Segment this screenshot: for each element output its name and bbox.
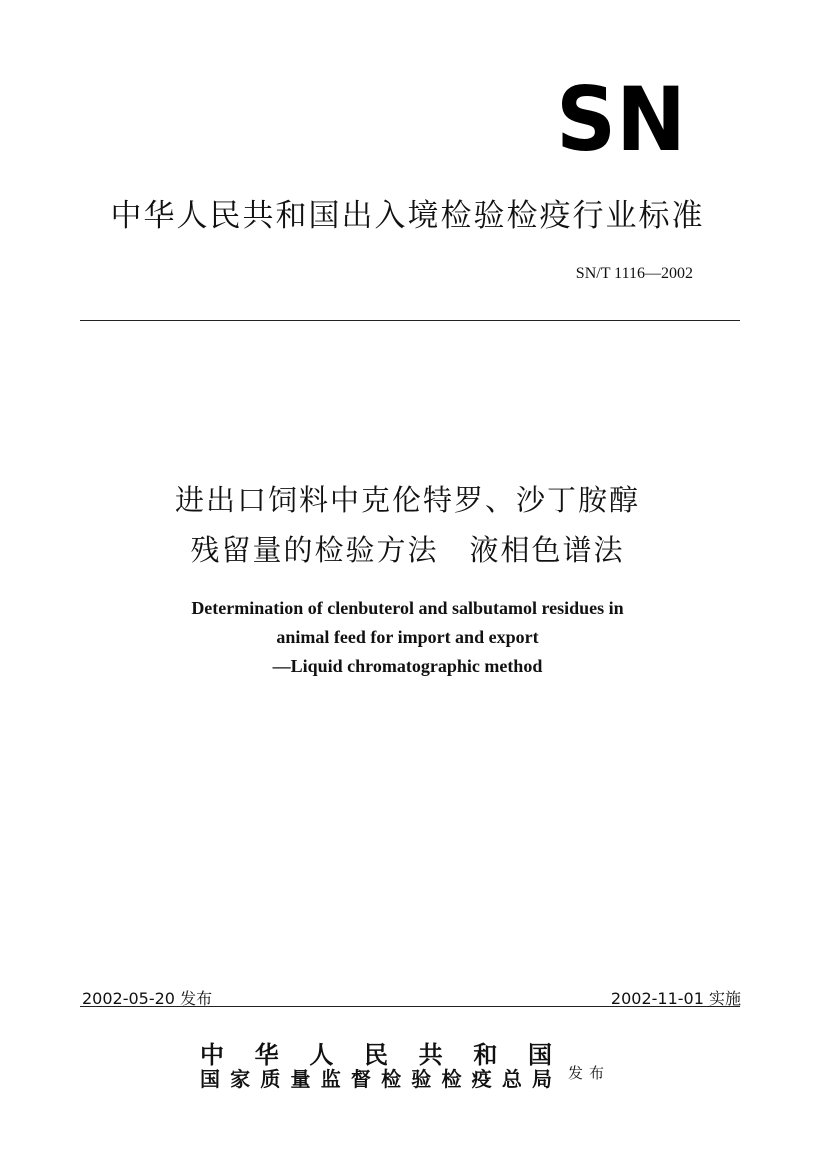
publish-label: 发布: [568, 1064, 611, 1082]
title-en-line3: —Liquid chromatographic method: [272, 656, 543, 676]
header-divider: [80, 320, 740, 321]
title-en-line2: animal feed for import and export: [276, 627, 539, 647]
issuer-country: 中华人民共和国: [200, 1043, 552, 1069]
issuer-agency: 国家质量监督检验检疫总局: [200, 1069, 552, 1091]
agency-title: 中华人民共和国出入境检验检疫行业标准: [110, 198, 705, 234]
footer-divider: [80, 1006, 740, 1007]
issue-date: 2002-05-20 发布: [82, 989, 213, 1008]
standard-number: SN/T 1116—2002: [575, 265, 693, 282]
svg-text:SN: SN: [556, 80, 686, 154]
title-zh-line1: 进出口饲料中克伦特罗、沙丁胺醇: [174, 483, 640, 517]
implementation-date: 2002-11-01 实施: [610, 989, 741, 1008]
title-zh-line2: 残留量的检验方法 液相色谱法: [190, 533, 625, 567]
title-en-line1: Determination of clenbuterol and salbutamol residues in: [191, 598, 624, 618]
sn-logo: [555, 80, 687, 154]
